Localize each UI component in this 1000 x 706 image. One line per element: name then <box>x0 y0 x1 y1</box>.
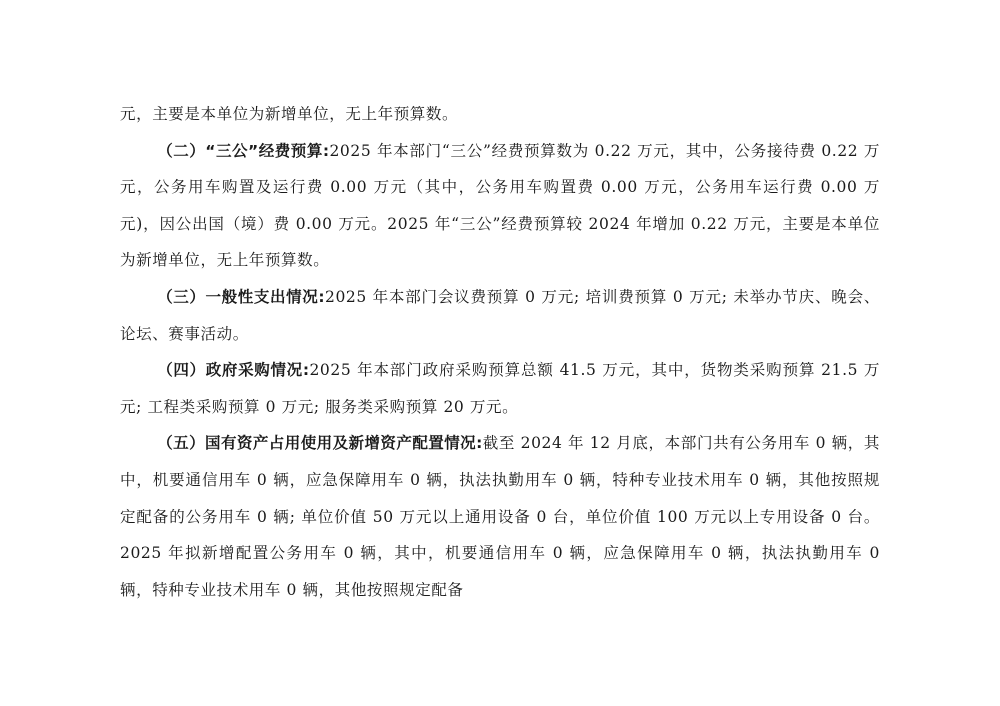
section-heading-3: （三）一般性支出情况: <box>157 287 325 306</box>
paragraph-text: 2025 年本部门政府采购预算总额 41.5 万元，其中，货物类采购预算 21.5 万元; 工程类采购预算 0 万元; 服务类采购预算 20 万元。 <box>120 361 880 416</box>
paragraph-text: 2025 年本部门会议费预算 0 万元; 培训费预算 0 万元; 未举办节庆、晚会、论坛、赛事活动。 <box>120 287 880 343</box>
paragraph-sangong-budget <box>120 133 880 279</box>
paragraph-continuation <box>120 96 880 133</box>
section-heading-5: （五）国有资产占用使用及新增资产配置情况: <box>157 434 483 453</box>
paragraph-text: 截至 2024 年 12 月底，本部门共有公务用车 0 辆，其中，机要通信用车 0 辆，应急保障用车 0 辆，执法执勤用车 0 辆，特种专业技术用车 0 辆，其他按照规定配备的公务用车 0 辆; 单位价值 50 万元以上通用设备 0 台，单位价值 100 万元以上专用设备 0 台。2025 年拟新增配置公务用车 0 辆，其中，机要通信用车 0 辆，应急保障用车 0 辆，执法执勤用车 0 辆，特种专业技术用车 0 辆，其他按照规定配备 <box>120 434 880 599</box>
section-heading-4: （四）政府采购情况: <box>157 361 310 380</box>
paragraph-text: 2025 年本部门“三公”经费预算数为 0.22 万元，其中，公务接待费 0.22 万元，公务用车购置及运行费 0.00 万元（其中，公务用车购置费 0.00 万元，公务用车运行费 0.00 万元)，因公出国（境）费 0.00 万元。2025 年“三公”经费预算较 2024 年增加 0.22 万元，主要是本单位为新增单位，无上年预算数。 <box>120 141 880 270</box>
paragraph-government-procurement <box>120 352 880 425</box>
paragraph-text: 元，主要是本单位为新增单位，无上年预算数。 <box>120 105 459 123</box>
section-heading-2: （二）“三公”经费预算: <box>157 141 330 160</box>
paragraph-state-assets <box>120 425 880 608</box>
document-body <box>120 96 880 608</box>
paragraph-general-expenditure <box>120 279 880 352</box>
